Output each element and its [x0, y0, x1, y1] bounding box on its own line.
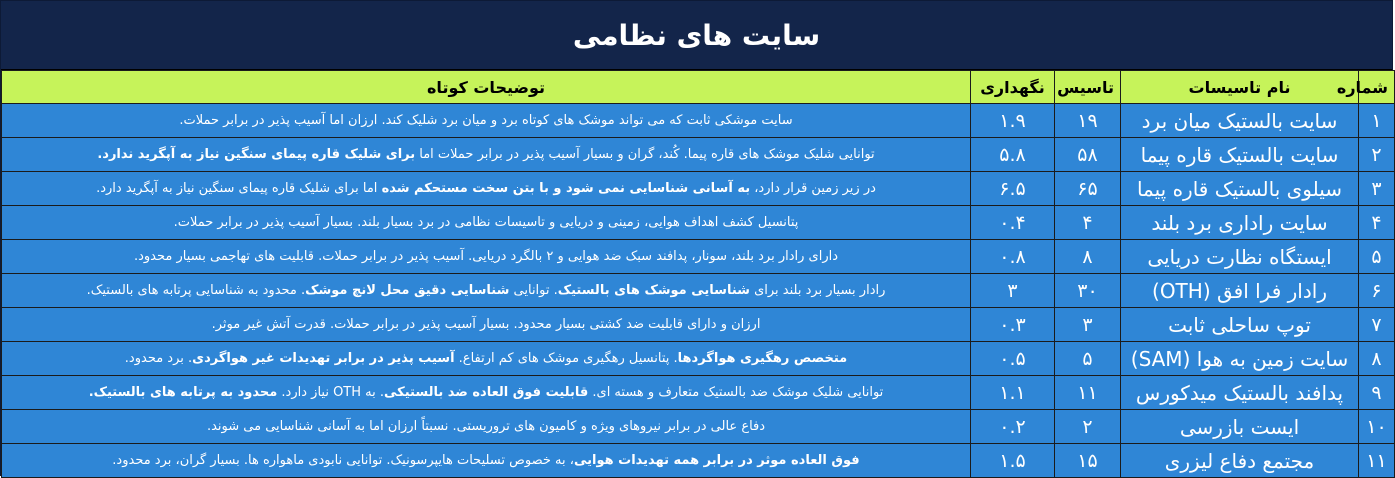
description-segment: اما برای شلیک قاره پیمای سنگین نیاز به آپگرید دارد.: [96, 181, 382, 196]
cell-number[interactable]: ۹: [1359, 376, 1395, 410]
cell-maintenance[interactable]: ۰.۵: [971, 342, 1055, 376]
description-segment: رادار بسیار برد بلند برای: [749, 283, 886, 298]
table-row: [2, 410, 1395, 444]
cell-description[interactable]: [2, 410, 971, 444]
cell-description[interactable]: [2, 376, 971, 410]
cell-establishment[interactable]: ۱۵: [1055, 444, 1121, 478]
description-bold-segment: برای شلیک قاره پیمای سنگین نیاز به آپگرید ندارد.: [97, 147, 416, 162]
table-row: [2, 172, 1395, 206]
description-bold-segment: فوق العاده موثر در برابر همه تهدیدات هوایی: [573, 453, 860, 468]
cell-description[interactable]: [2, 342, 971, 376]
cell-maintenance[interactable]: ۰.۳: [971, 308, 1055, 342]
cell-maintenance[interactable]: ۱.۹: [971, 104, 1055, 138]
description-bold-segment: متخصص رهگیری هواگردها: [677, 351, 848, 366]
description-bold-segment: شناسایی موشک های بالستیک: [557, 283, 750, 298]
cell-establishment[interactable]: ۵۸: [1055, 138, 1121, 172]
cell-name[interactable]: مجتمع دفاع لیزری: [1121, 444, 1359, 478]
cell-number[interactable]: ۷: [1359, 308, 1395, 342]
cell-name[interactable]: ایست بازرسی: [1121, 410, 1359, 444]
description-segment: . محدود به شناسایی پرتابه های بالستیک.: [86, 283, 306, 298]
cell-description[interactable]: [2, 308, 971, 342]
description-segment: پتانسیل کشف اهداف هوایی، زمینی و دریایی و تاسیسات نظامی در برد بسیار بلند. بسیار آسیب پذیر در برابر حملات.: [173, 215, 799, 230]
cell-description[interactable]: [2, 240, 971, 274]
cell-number[interactable]: ۲: [1359, 138, 1395, 172]
cell-name[interactable]: توپ ساحلی ثابت: [1121, 308, 1359, 342]
cell-name[interactable]: سایت راداری برد بلند: [1121, 206, 1359, 240]
cell-number[interactable]: ۸: [1359, 342, 1395, 376]
cell-establishment[interactable]: ۸: [1055, 240, 1121, 274]
description-segment: توانایی شلیک موشک های قاره پیما. کُند، گران و بسیار آسیب پذیر در برابر حملات اما: [415, 147, 875, 162]
header-number[interactable]: شماره: [1359, 71, 1395, 104]
cell-maintenance[interactable]: ۰.۸: [971, 240, 1055, 274]
table-row: [2, 444, 1395, 478]
description-segment: . برد محدود.: [124, 351, 193, 366]
cell-number[interactable]: ۱۰: [1359, 410, 1395, 444]
description-segment: در زیر زمین قرار دارد،: [750, 181, 876, 196]
cell-establishment[interactable]: ۱۱: [1055, 376, 1121, 410]
table-row: [2, 308, 1395, 342]
cell-establishment[interactable]: ۵: [1055, 342, 1121, 376]
page-title: سایت های نظامی: [572, 18, 821, 52]
description-segment: ، به خصوص تسلیحات هایپرسونیک. توانایی نابودی ماهواره ها. بسیار گران، برد محدود.: [112, 453, 574, 468]
cell-description[interactable]: [2, 274, 971, 308]
table-row: [2, 376, 1395, 410]
cell-establishment[interactable]: ۱۹: [1055, 104, 1121, 138]
cell-maintenance[interactable]: ۶.۵: [971, 172, 1055, 206]
cell-description[interactable]: [2, 206, 971, 240]
title-bar: [1, 1, 1392, 70]
cell-maintenance[interactable]: ۰.۴: [971, 206, 1055, 240]
cell-description[interactable]: [2, 444, 971, 478]
cell-name[interactable]: ایستگاه نظارت دریایی: [1121, 240, 1359, 274]
table-row: [2, 104, 1395, 138]
header-description[interactable]: توضیحات کوتاه: [2, 71, 971, 104]
cell-maintenance[interactable]: ۳: [971, 274, 1055, 308]
table-row: [2, 342, 1395, 376]
cell-number[interactable]: ۳: [1359, 172, 1395, 206]
description-segment: دفاع عالی در برابر نیروهای ویژه و کامیون های تروریستی. نسبتاً ارزان اما به آسانی شناسایی می شوند.: [206, 419, 766, 434]
cell-number[interactable]: ۴: [1359, 206, 1395, 240]
description-bold-segment: قابلیت فوق العاده ضد بالستیکی: [384, 385, 589, 400]
table-row: [2, 138, 1395, 172]
description-bold-segment: آسیب پذیر در برابر تهدیدات غیر هواگردی: [192, 351, 455, 366]
cell-establishment[interactable]: ۶۵: [1055, 172, 1121, 206]
description-segment: سایت موشکی ثابت که می تواند موشک های کوتاه برد و میان برد شلیک کند. ارزان اما آسیب پذیر در برابر حملات.: [179, 113, 793, 128]
cell-establishment[interactable]: ۲: [1055, 410, 1121, 444]
cell-name[interactable]: پدافند بالستیک میدکورس: [1121, 376, 1359, 410]
header-maintenance[interactable]: نگهداری: [971, 71, 1055, 104]
cell-establishment[interactable]: ۳۰: [1055, 274, 1121, 308]
table-row: [2, 240, 1395, 274]
cell-name[interactable]: سیلوی بالستیک قاره پیما: [1121, 172, 1359, 206]
description-bold-segment: شناسایی دقیق محل لانچ موشک: [305, 283, 510, 298]
cell-description[interactable]: [2, 138, 971, 172]
header-name[interactable]: نام تاسیسات: [1121, 71, 1359, 104]
military-sites-table: [1, 70, 1395, 478]
cell-description[interactable]: [2, 172, 971, 206]
cell-maintenance[interactable]: ۵.۸: [971, 138, 1055, 172]
cell-name[interactable]: سایت بالستیک میان برد: [1121, 104, 1359, 138]
description-segment: . توانایی: [509, 283, 558, 298]
cell-number[interactable]: ۶: [1359, 274, 1395, 308]
cell-number[interactable]: ۱۱: [1359, 444, 1395, 478]
description-bold-segment: محدود به پرتابه های بالستیک.: [88, 385, 278, 400]
description-segment: توانایی شلیک موشک ضد بالستیک متعارف و هسته ای.: [588, 385, 884, 400]
cell-name[interactable]: سایت بالستیک قاره پیما: [1121, 138, 1359, 172]
cell-maintenance[interactable]: ۱.۱: [971, 376, 1055, 410]
cell-name[interactable]: سایت زمین به هوا (SAM): [1121, 342, 1359, 376]
cell-description[interactable]: [2, 104, 971, 138]
cell-maintenance[interactable]: ۱.۵: [971, 444, 1055, 478]
header-row: [2, 71, 1395, 104]
description-segment: . به OTH نیاز دارد.: [277, 385, 385, 400]
table-row: [2, 206, 1395, 240]
cell-number[interactable]: ۵: [1359, 240, 1395, 274]
table-body: [2, 104, 1395, 478]
description-segment: ارزان و دارای قابلیت ضد کشتی بسیار محدود. بسیار آسیب پذیر در برابر حملات. قدرت آتش غیر موثر.: [211, 317, 761, 332]
header-establishment[interactable]: تاسیس: [1055, 71, 1121, 104]
cell-number[interactable]: ۱: [1359, 104, 1395, 138]
cell-maintenance[interactable]: ۰.۲: [971, 410, 1055, 444]
cell-establishment[interactable]: ۴: [1055, 206, 1121, 240]
description-bold-segment: به آسانی شناسایی نمی شود و با بتن سخت مستحکم شده: [381, 181, 751, 196]
description-segment: دارای رادار برد بلند، سونار، پدافند سبک ضد هوایی و ۲ بالگرد دریایی. آسیب پذیر در برابر حملات. قابلیت های تهاجمی بسیار محدود.: [133, 249, 839, 264]
description-segment: . پتانسیل رهگیری موشک های کم ارتفاع.: [454, 351, 678, 366]
cell-establishment[interactable]: ۳: [1055, 308, 1121, 342]
table-row: [2, 274, 1395, 308]
cell-name[interactable]: رادار فرا افق (OTH): [1121, 274, 1359, 308]
